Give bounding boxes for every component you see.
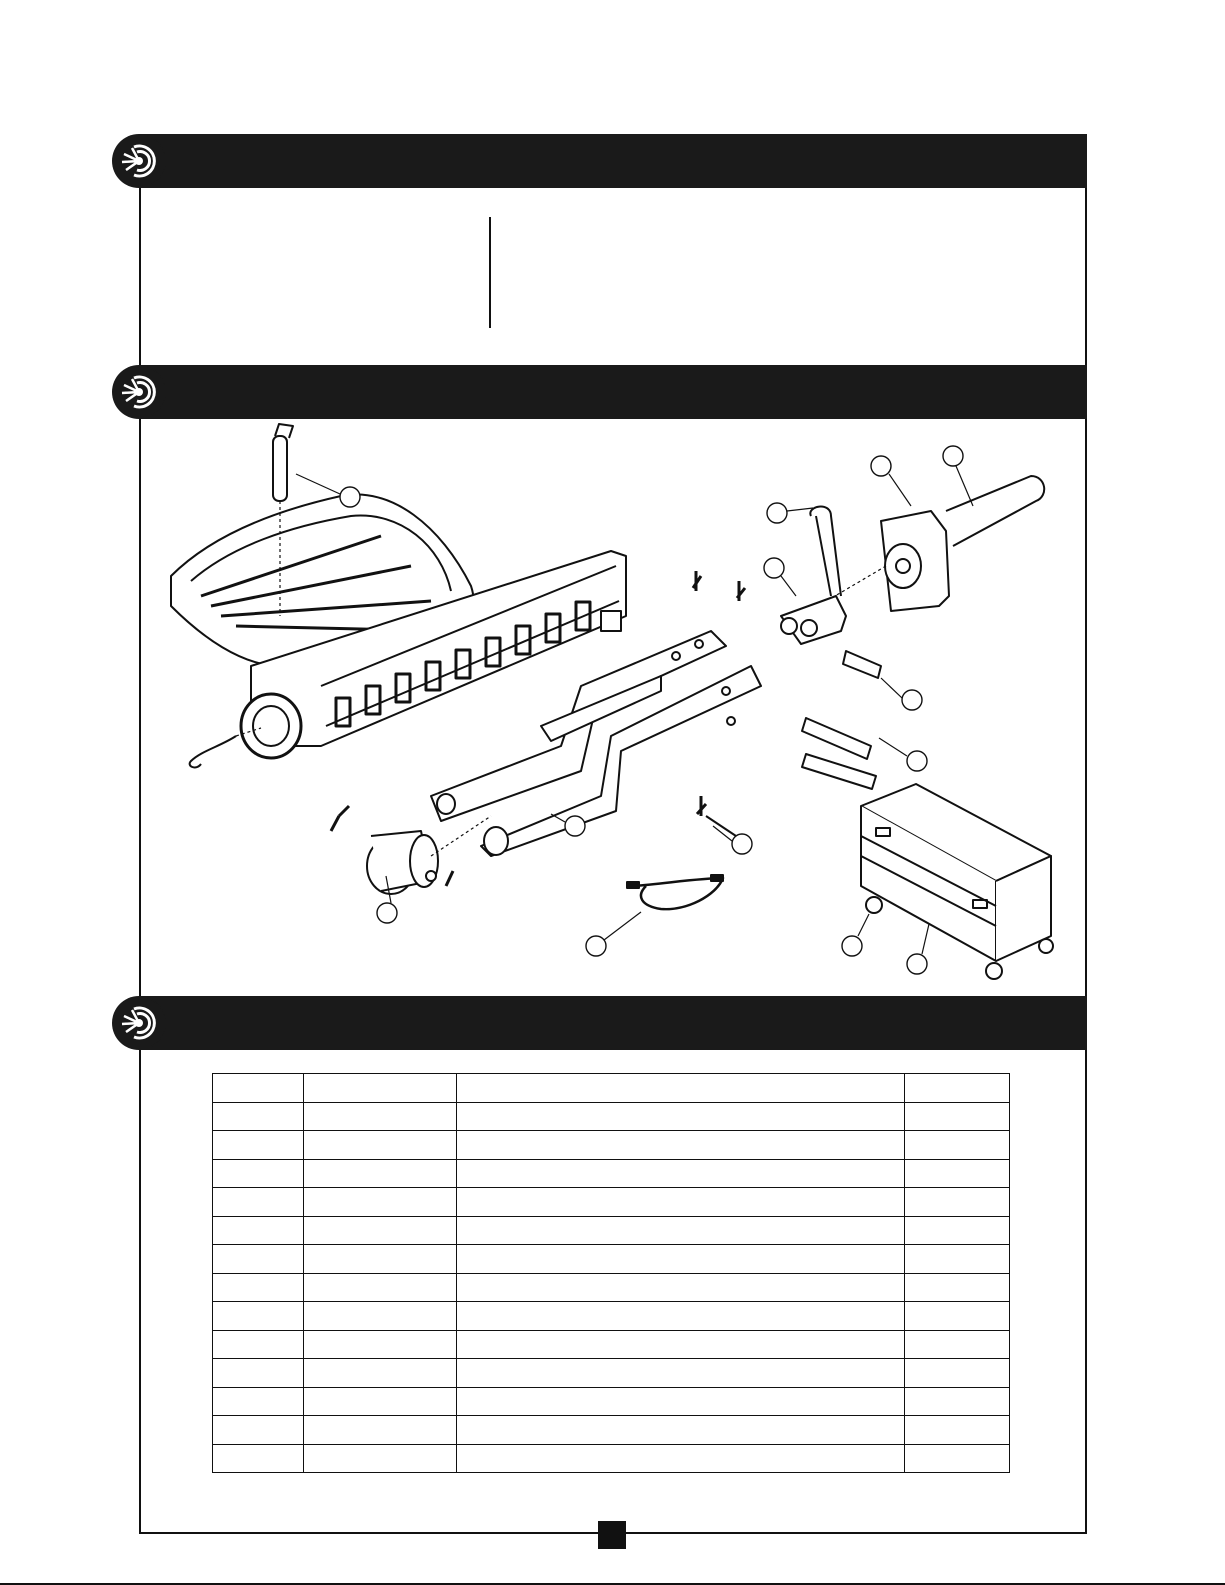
- table-cell: [905, 1359, 1010, 1388]
- clevis-drawing: [781, 507, 846, 644]
- table-cell: [457, 1330, 905, 1359]
- table-cell: [905, 1188, 1010, 1217]
- table-cell: [905, 1159, 1010, 1188]
- table-cell: [304, 1359, 457, 1388]
- table-cell: [457, 1444, 905, 1473]
- table-row: [213, 1102, 1010, 1131]
- table-cell: [304, 1416, 457, 1445]
- cylinder-drawing: [331, 806, 491, 894]
- motor-block-drawing: [801, 476, 1044, 616]
- table-cell: [304, 1245, 457, 1274]
- table-cell: [457, 1416, 905, 1445]
- table-cell: [213, 1102, 304, 1131]
- table-header-cell: [905, 1074, 1010, 1103]
- table-cell: [457, 1159, 905, 1188]
- table-cell: [213, 1131, 304, 1160]
- table-row: [213, 1273, 1010, 1302]
- page-number-box: [598, 1521, 626, 1549]
- table-cell: [304, 1216, 457, 1245]
- table-cell: [905, 1102, 1010, 1131]
- table-row: [213, 1302, 1010, 1331]
- table-cell: [457, 1387, 905, 1416]
- table-cell: [304, 1444, 457, 1473]
- table-row: [213, 1444, 1010, 1473]
- table-cell: [457, 1359, 905, 1388]
- table-row: [213, 1188, 1010, 1217]
- table-cell: [213, 1188, 304, 1217]
- table-cell: [213, 1444, 304, 1473]
- table-cell: [213, 1330, 304, 1359]
- table-cell: [304, 1131, 457, 1160]
- table-cell: [905, 1131, 1010, 1160]
- table-cell: [457, 1188, 905, 1217]
- table-row: [213, 1216, 1010, 1245]
- cable-drawing: [627, 875, 723, 909]
- table-cell: [905, 1273, 1010, 1302]
- section-header-3: [139, 996, 1087, 1050]
- table-cell: [304, 1188, 457, 1217]
- table-cell: [213, 1216, 304, 1245]
- table-cell: [213, 1245, 304, 1274]
- table-cell: [213, 1273, 304, 1302]
- table-cell: [457, 1102, 905, 1131]
- parts-table: [212, 1073, 1010, 1473]
- table-header-cell: [304, 1074, 457, 1103]
- table-row: [213, 1416, 1010, 1445]
- table-cell: [304, 1330, 457, 1359]
- content-divider: [489, 217, 491, 328]
- table-row: [213, 1131, 1010, 1160]
- table-cell: [905, 1245, 1010, 1274]
- table-cell: [457, 1245, 905, 1274]
- table-cell: [304, 1273, 457, 1302]
- tool-chest-drawing: [861, 784, 1053, 979]
- table-cell: [213, 1159, 304, 1188]
- table-cell: [304, 1159, 457, 1188]
- table-cell: [304, 1302, 457, 1331]
- table-cell: [457, 1302, 905, 1331]
- table-cell: [213, 1387, 304, 1416]
- saw-blade-icon: [112, 996, 166, 1050]
- table-cell: [905, 1330, 1010, 1359]
- table-cell: [304, 1102, 457, 1131]
- table-cell: [905, 1302, 1010, 1331]
- saw-blade-icon: [112, 134, 166, 188]
- table-row: [213, 1359, 1010, 1388]
- section-header-1: [139, 134, 1087, 188]
- table-cell: [457, 1216, 905, 1245]
- table-cell: [905, 1387, 1010, 1416]
- table-header-cell: [457, 1074, 905, 1103]
- table-cell: [213, 1359, 304, 1388]
- table-cell: [213, 1416, 304, 1445]
- table-cell: [304, 1387, 457, 1416]
- table-row: [213, 1387, 1010, 1416]
- table-row: [213, 1330, 1010, 1359]
- table-row: [213, 1245, 1010, 1274]
- table-header-row: [213, 1074, 1010, 1103]
- table-row: [213, 1159, 1010, 1188]
- table-cell: [905, 1444, 1010, 1473]
- table-cell: [905, 1216, 1010, 1245]
- table-cell: [213, 1302, 304, 1331]
- table-header-cell: [213, 1074, 304, 1103]
- exploded-parts-diagram: [141, 416, 1085, 1004]
- section-header-2: [139, 365, 1087, 419]
- table-cell: [457, 1273, 905, 1302]
- table-cell: [457, 1131, 905, 1160]
- table-cell: [905, 1416, 1010, 1445]
- pins-drawing: [802, 651, 881, 789]
- saw-blade-icon: [112, 365, 166, 419]
